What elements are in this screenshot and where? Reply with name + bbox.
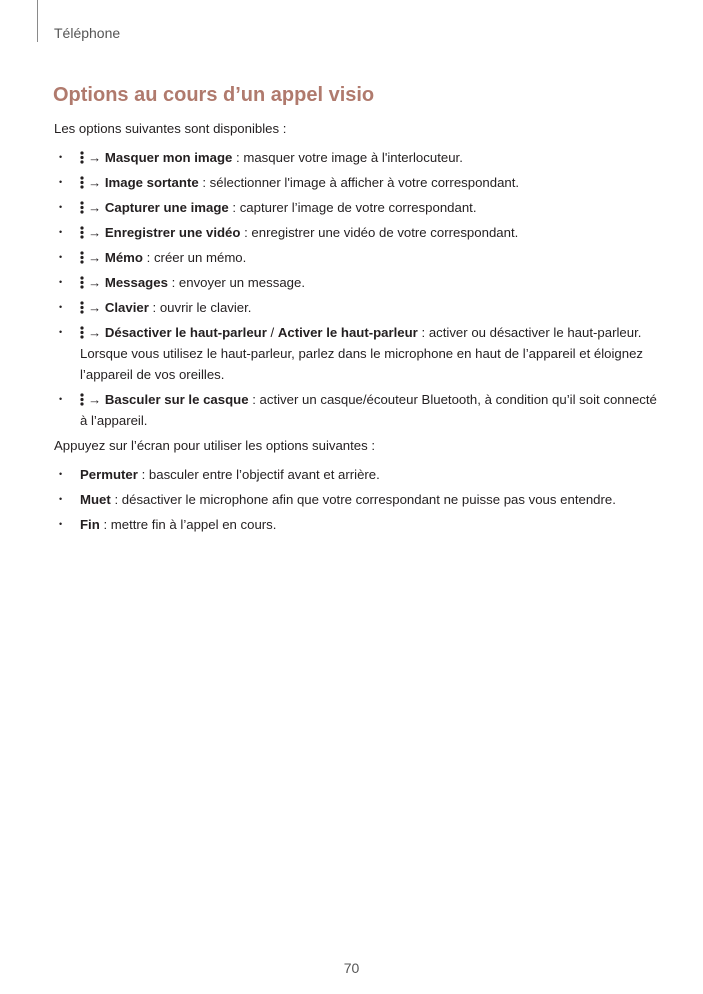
option-label: Messages	[104, 275, 168, 290]
option-desc: : activer un casque/écouteur Bluetooth, à condition qu’il soit connecté à l’appareil.	[80, 392, 657, 428]
arrow: →	[88, 250, 102, 265]
option-label: Mémo	[104, 250, 143, 265]
list-item	[54, 172, 664, 193]
option-desc: : créer un mémo.	[142, 250, 247, 265]
arrow: →	[88, 300, 102, 315]
option-desc: : basculer entre l’objectif avant et arrière.	[137, 467, 380, 482]
option-label: Muet	[80, 492, 111, 507]
more-options-icon	[80, 226, 84, 239]
list-item	[54, 489, 664, 510]
list-item	[54, 322, 664, 385]
option-label: Masquer mon image	[104, 150, 233, 165]
more-options-icon	[80, 326, 84, 339]
menu-options-list	[54, 147, 664, 431]
option-desc: : capturer l’image de votre correspondant.	[228, 200, 477, 215]
option-label: Capturer une image	[104, 200, 229, 215]
arrow: →	[88, 150, 102, 165]
option-label: Clavier	[104, 300, 149, 315]
more-options-icon	[80, 393, 84, 406]
arrow: →	[88, 175, 102, 190]
screen-options-list	[54, 464, 664, 535]
list-item	[54, 297, 664, 318]
option-desc: : masquer votre image à l'interlocuteur.	[232, 150, 463, 165]
option-desc: : mettre fin à l’appel en cours.	[99, 517, 277, 532]
arrow: →	[88, 225, 102, 240]
more-options-icon	[80, 201, 84, 214]
list-item	[54, 147, 664, 168]
more-options-icon	[80, 176, 84, 189]
option-desc: : ouvrir le clavier.	[148, 300, 252, 315]
list-item	[54, 514, 664, 535]
list-item	[54, 464, 664, 485]
list-item	[54, 272, 664, 293]
more-options-icon	[80, 151, 84, 164]
option-label-alt: Activer le haut-parleur	[277, 325, 418, 340]
arrow: →	[88, 325, 102, 340]
option-label: Fin	[80, 517, 100, 532]
main-content	[54, 118, 664, 539]
page-title: Options au cours d’un appel visio	[53, 84, 375, 106]
option-desc: : désactiver le microphone afin que votre correspondant ne puisse pas vous entendre.	[110, 492, 616, 507]
list-item	[54, 247, 664, 268]
list-item	[54, 197, 664, 218]
more-options-icon	[80, 276, 84, 289]
more-options-icon	[80, 251, 84, 264]
header-rule	[37, 0, 38, 42]
section-label: Téléphone	[54, 25, 121, 41]
option-label: Enregistrer une vidéo	[104, 225, 241, 240]
option-desc: : sélectionner l'image à afficher à votre correspondant.	[198, 175, 520, 190]
list-item	[54, 222, 664, 243]
page-number: 70	[343, 960, 360, 976]
option-desc: : activer ou désactiver le haut-parleur. Lorsque vous utilisez le haut-parleur, parlez dans le microphone en haut de l’appareil et éloignez l’appareil de vos oreilles.	[80, 325, 644, 382]
intro-text: Les options suivantes sont disponibles :	[54, 121, 287, 136]
option-desc: : enregistrer une vidéo de votre correspondant.	[240, 225, 519, 240]
arrow: →	[88, 392, 102, 407]
option-label: Basculer sur le casque	[104, 392, 249, 407]
option-separator: /	[266, 325, 278, 340]
list-item	[54, 389, 664, 431]
more-options-icon	[80, 301, 84, 314]
option-label: Image sortante	[104, 175, 199, 190]
option-desc: : envoyer un message.	[167, 275, 305, 290]
option-label: Désactiver le haut-parleur	[104, 325, 267, 340]
arrow: →	[88, 200, 102, 215]
arrow: →	[88, 275, 102, 290]
screen-options-intro: Appuyez sur l’écran pour utiliser les options suivantes :	[54, 438, 376, 453]
option-label: Permuter	[80, 467, 138, 482]
